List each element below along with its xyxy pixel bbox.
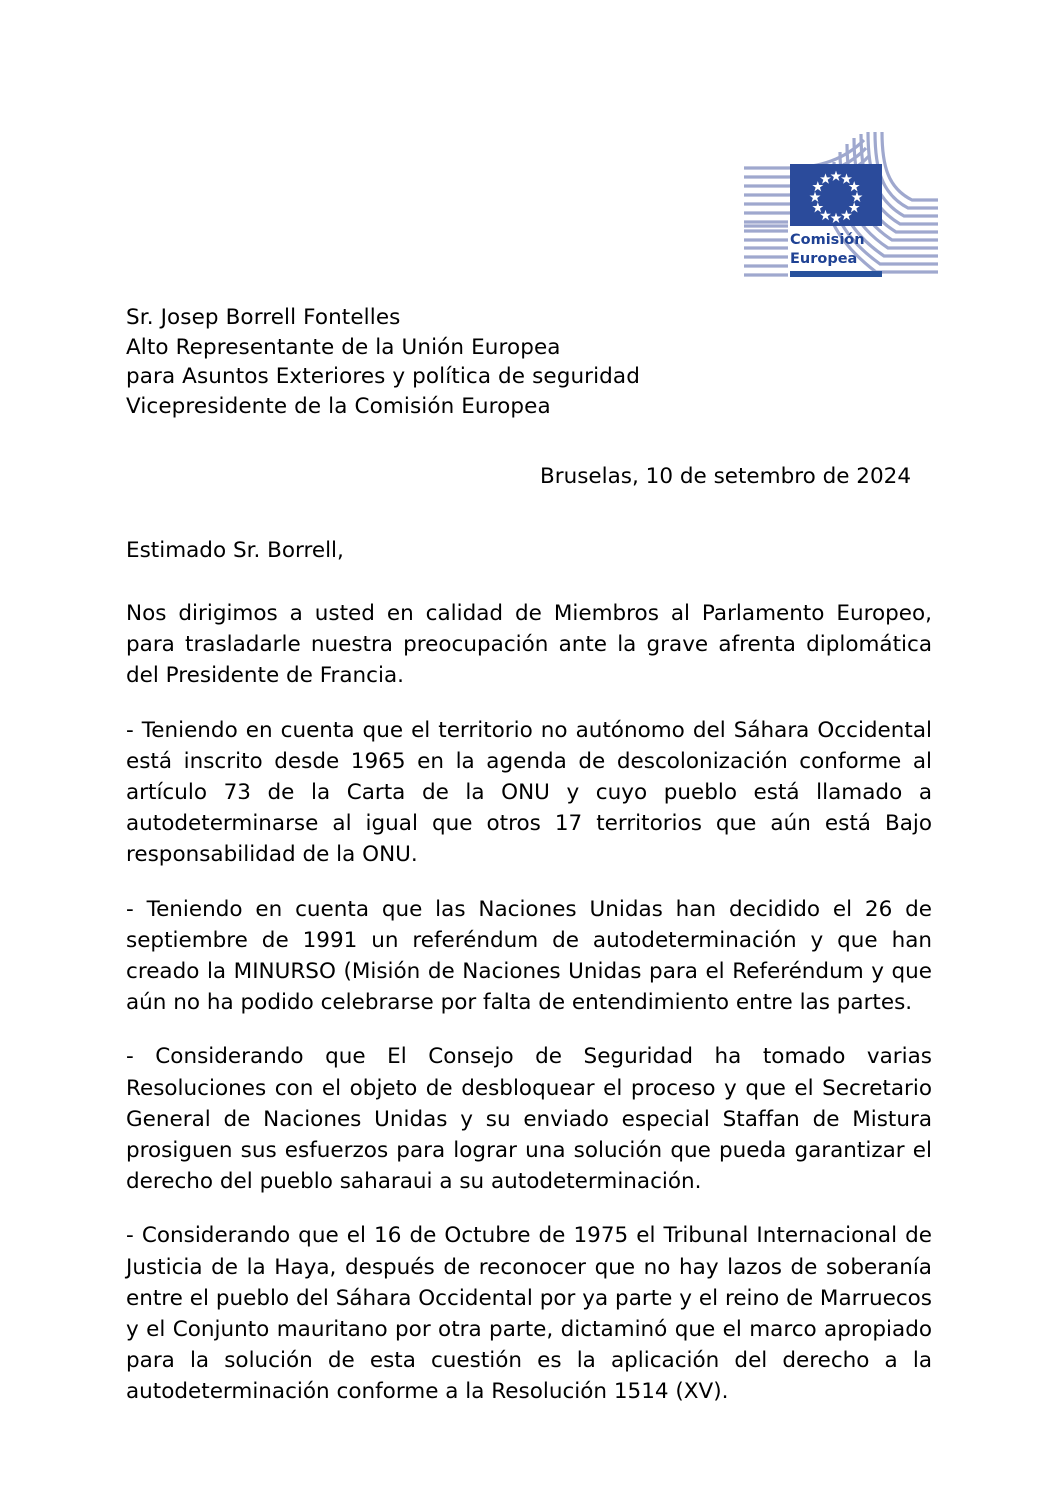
date-line: Bruselas, 10 de setembro de 2024 (540, 464, 912, 489)
addressee-block (126, 303, 846, 421)
paragraph: - Considerando que el 16 de Octubre de 1975 el Tribunal Internacional de Justicia de la Haya, después de reconocer que no hay lazos de soberanía entre el pueblo del Sáhara Occidental por ya parte y el reino de Marruecos y el Conjunto mauritano por otra parte, dictaminó que el marco apropiado para la solución de esta cuestión es la aplicación del derecho a la autodeterminación conforme a la Resolución 1514 (XV). (126, 1223, 932, 1405)
paragraph: - Teniendo en cuenta que las Naciones Unidas han decidido el 26 de septiembre de 1991 un referéndum de autodeterminación y que han creado la MINURSO (Misión de Naciones Unidas para el Referéndum y que aún no ha podido celebrarse por falta de entendimiento entre las partes. (126, 896, 932, 1016)
european-commission-logo (742, 126, 978, 278)
logo-underline-bar (790, 271, 882, 277)
paragraph: - Teniendo en cuenta que el territorio no autónomo del Sáhara Occidental está inscrito desde 1965 en la agenda de descolonización conforme al artículo 73 de la Carta de la ONU y cuyo pueblo está llamado a autodeterminarse al igual que otros 17 territorios que aún está Bajo responsabilidad de la ONU. (126, 717, 932, 868)
logo-text-line1: Comisión (790, 232, 865, 248)
logo-text-line2: Europea (790, 251, 858, 267)
addressee-title-1: Alto Representante de la Unión Europea (126, 334, 561, 360)
addressee-title-3: Vicepresidente de la Comisión Europea (126, 393, 551, 419)
addressee-title-2: para Asuntos Exteriores y política de seguridad (126, 364, 640, 389)
european-commission-logo-graphic (742, 126, 978, 278)
paragraph: - Considerando que El Consejo de Seguridad ha tomado varias Resoluciones con el objeto de desbloquear el proceso y que el Secretario General de Naciones Unidas y su enviado especial Staffan de Mistura prosiguen sus esfuerzos para lograr una solución que pueda garantizar el derecho del pueblo saharaui a su autodeterminación. (126, 1044, 932, 1195)
letter-body (126, 536, 932, 1408)
addressee-name: Sr. Josep Borrell Fontelles (126, 305, 401, 330)
logo-left-waves-lower (744, 248, 788, 275)
paragraph: Nos dirigimos a usted en calidad de Miembros al Parlamento Europeo, para trasladarle nuestra preocupación ante la grave afrenta diplomática del Presidente de Francia. (126, 601, 932, 689)
salutation: Estimado Sr. Borrell, (126, 538, 344, 563)
